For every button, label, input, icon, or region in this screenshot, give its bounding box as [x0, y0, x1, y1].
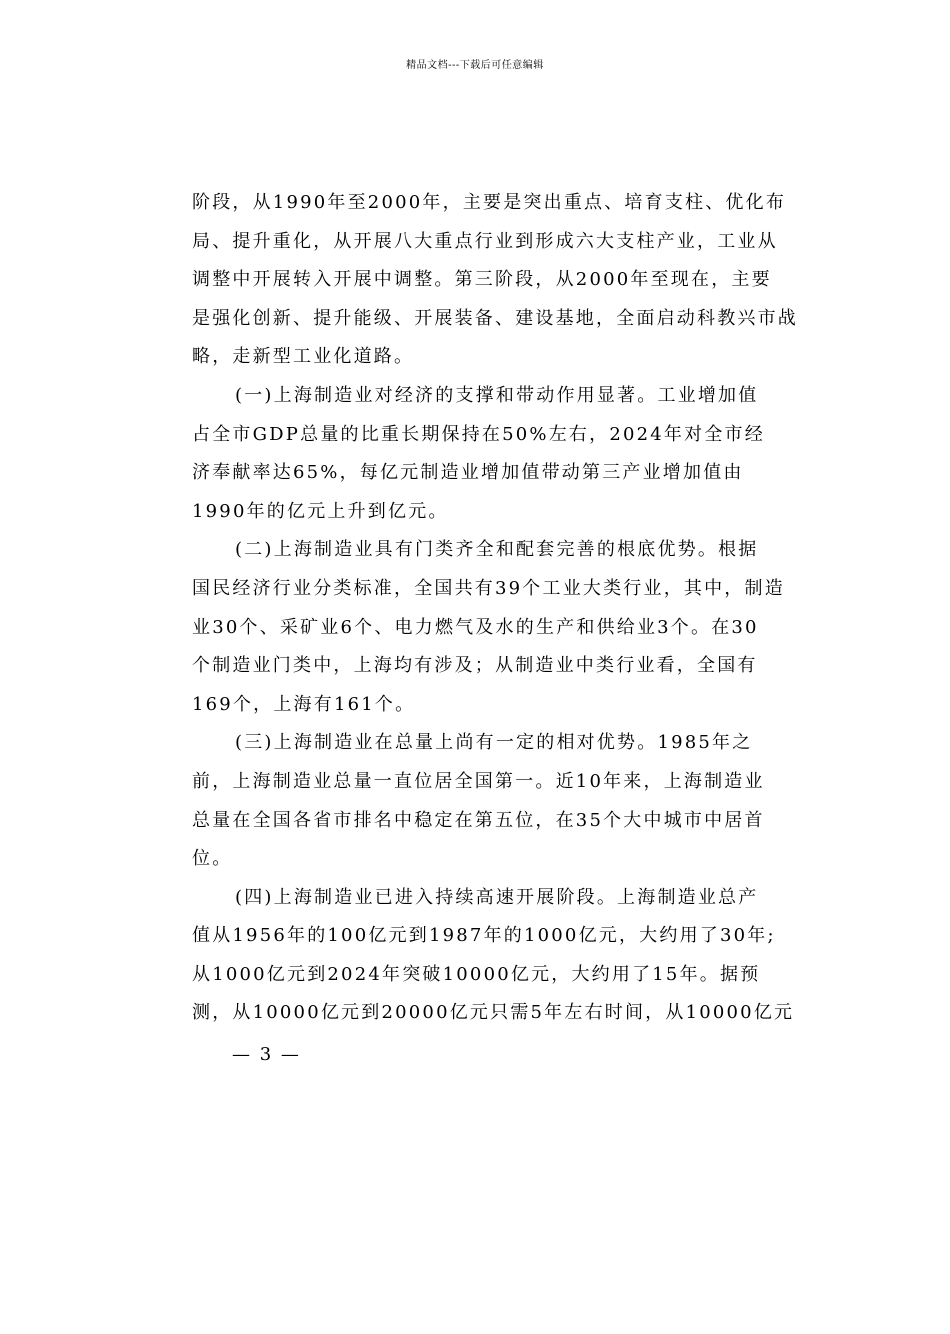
- text-line: 前，上海制造业总量一直位居全国第一。近10年来，上海制造业: [192, 770, 765, 792]
- text-line: 169个，上海有161个。: [192, 693, 416, 715]
- text-line: 是强化创新、提升能级、开展装备、建设基地，全面启动科教兴市战: [192, 307, 798, 329]
- text-line: 国民经济行业分类标准，全国共有39个工业大类行业，其中，制造: [192, 577, 785, 599]
- text-line: 阶段，从1990年至2000年，主要是突出重点、培育支柱、优化布: [192, 192, 787, 213]
- document-body: [192, 184, 798, 1033]
- text-line: 占全市GDP总量的比重长期保持在50%左右，2024年对全市经: [192, 423, 765, 445]
- text-line: 业30个、采矿业6个、电力燃气及水的生产和供给业3个。在30: [192, 616, 759, 638]
- text-line: 总量在全国各省市排名中稳定在第五位，在35个大中城市中居首: [192, 809, 765, 831]
- text-line: 济奉献率达65%，每亿元制造业增加值带动第三产业增加值由: [192, 462, 744, 484]
- text-line: 值从1956年的100亿元到1987年的1000亿元，大约用了30年;: [192, 925, 776, 947]
- paragraph-start-line: (四)上海制造业已进入持续高速开展阶段。上海制造业总产: [235, 886, 759, 908]
- text-line: 位。: [192, 848, 233, 870]
- paragraph-start-line: (二)上海制造业具有门类齐全和配套完善的根底优势。根据: [235, 539, 759, 561]
- paragraph-start-line: (一)上海制造业对经济的支撑和带动作用显著。工业增加值: [235, 384, 759, 406]
- page-number: — 3 —: [232, 1044, 301, 1065]
- text-line: 略，走新型工业化道路。: [192, 346, 415, 368]
- page-header: 精品文档---下载后可任意编辑: [406, 60, 544, 71]
- paragraph-start-line: (三)上海制造业在总量上尚有一定的相对优势。1985年之: [235, 732, 753, 754]
- text-line: 个制造业门类中，上海均有涉及；从制造业中类行业看，全国有: [192, 655, 758, 677]
- text-line: 调整中开展转入开展中调整。第三阶段，从2000年至现在，主要: [192, 269, 772, 291]
- text-line: 从1000亿元到2024年突破10000亿元，大约用了15年。据预: [192, 963, 761, 985]
- text-line: 局、提升重化，从开展八大重点行业到形成六大支柱产业，工业从: [192, 230, 778, 252]
- text-line: 测，从10000亿元到20000亿元只需5年左右时间，从10000亿元: [192, 1002, 795, 1024]
- text-line: 1990年的亿元上升到亿元。: [192, 500, 449, 522]
